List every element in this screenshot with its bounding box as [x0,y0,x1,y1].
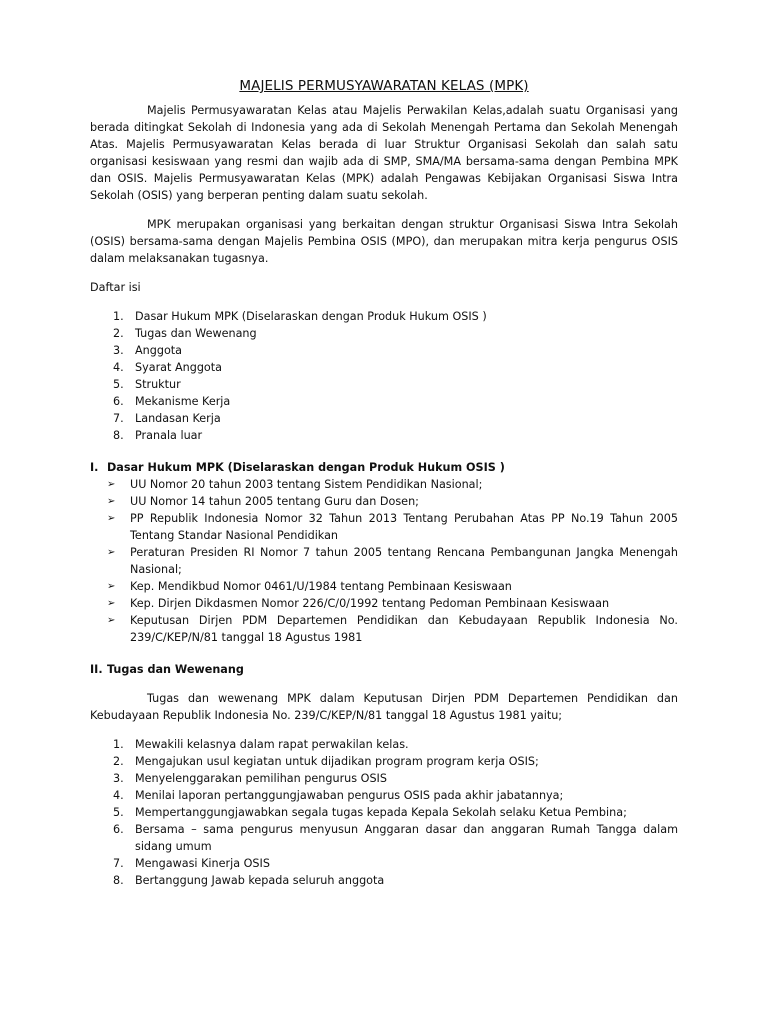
toc-label: Daftar isi [90,281,141,294]
list-item-number: 4. [113,789,124,802]
toc-item [90,410,678,427]
list-item [90,753,678,770]
toc-item-number: 8. [113,429,124,442]
arrow-bullet-icon: ➢ [107,598,116,609]
arrow-bullet-icon: ➢ [107,496,116,507]
list-item-text: Mengawasi Kinerja OSIS [135,857,270,870]
list-item-text: Bertanggung Jawab kepada seluruh anggota [135,874,385,887]
section-2-number: II. [90,663,103,676]
toc-item-text: Struktur [135,378,181,391]
toc-item-text: Tugas dan Wewenang [135,327,257,340]
toc-item-number: 4. [113,361,124,374]
list-item-number: 6. [113,823,124,836]
toc-list [90,308,678,444]
list-item-text: UU Nomor 14 tahun 2005 tentang Guru dan Dosen; [130,495,419,508]
section-2-heading [90,661,678,678]
toc-item-text: Pranala luar [135,429,203,442]
list-item-text: Mewakili kelasnya dalam rapat perwakilan kelas. [135,738,409,751]
list-item [90,612,678,646]
list-item [90,804,678,821]
list-item-text: Kep. Dirjen Dikdasmen Nomor 226/C/0/1992 tentang Pedoman Pembinaan Kesiswaan [130,597,610,610]
list-item [90,736,678,753]
list-item-text: Kep. Mendikbud Nomor 0461/U/1984 tentang Pembinaan Kesiswaan [130,580,512,593]
list-item [90,578,678,595]
arrow-bullet-icon: ➢ [107,513,116,524]
list-item-text: Menyelenggarakan pemilihan pengurus OSIS [135,772,387,785]
list-item [90,787,678,804]
arrow-bullet-icon: ➢ [107,547,116,558]
legal-basis-list [90,476,678,646]
section-1-heading [90,459,678,476]
list-item [90,544,678,578]
list-item-text: Mempertanggungjawabkan segala tugas kepada Kepala Sekolah selaku Ketua Pembina; [135,806,627,819]
arrow-bullet-icon: ➢ [107,581,116,592]
toc-item [90,308,678,325]
toc-item-number: 6. [113,395,124,408]
toc-item-text: Dasar Hukum MPK (Diselaraskan dengan Produk Hukum OSIS ) [135,310,487,323]
list-item-text: Bersama – sama pengurus menyusun Anggaran dasar dan anggaran Rumah Tangga dalam sidang umum [135,823,678,853]
list-item-text: PP Republik Indonesia Nomor 32 Tahun 2013 Tentang Perubahan Atas PP No.19 Tahun 2005 Tentang Standar Nasional Pendidikan [130,512,678,542]
list-item-number: 7. [113,857,124,870]
toc-item-text: Anggota [135,344,183,357]
list-item-text: Keputusan Dirjen PDM Departemen Pendidikan dan Kebudayaan Republik Indonesia No. 239/C/KEP/N/81 tanggal 18 Agustus 1981 [130,614,678,644]
list-item [90,595,678,612]
toc-item [90,342,678,359]
toc-item [90,325,678,342]
toc-item-text: Mekanisme Kerja [135,395,231,408]
toc-item [90,359,678,376]
list-item [90,821,678,855]
list-item-number: 5. [113,806,124,819]
section-2-intro: Tugas dan wewenang MPK dalam Keputusan Dirjen PDM Departemen Pendidikan dan Kebudayaan Republik Indonesia No. 239/C/KEP/N/81 tanggal 18 Agustus 1981 yaitu; [90,692,678,722]
toc-item-number: 5. [113,378,124,391]
document-title: MAJELIS PERMUSYAWARATAN KELAS (MPK) [239,78,529,94]
list-item-text: Peraturan Presiden RI Nomor 7 tahun 2005 tentang Rencana Pembangunan Jangka Menengah Nasional; [130,546,678,576]
arrow-bullet-icon: ➢ [107,479,116,490]
list-item-text: Menilai laporan pertanggungjawaban pengurus OSIS pada akhir jabatannya; [135,789,564,802]
list-item [90,493,678,510]
list-item [90,855,678,872]
list-item [90,510,678,544]
section-1-heading-text: Dasar Hukum MPK (Diselaraskan dengan Produk Hukum OSIS ) [107,461,505,474]
list-item-text: Mengajukan usul kegiatan untuk dijadikan program program kerja OSIS; [135,755,539,768]
toc-item-text: Syarat Anggota [135,361,223,374]
section-2-heading-text: Tugas dan Wewenang [107,663,244,676]
toc-item [90,393,678,410]
toc-item [90,427,678,444]
list-item-number: 8. [113,874,124,887]
section-1-number: I. [90,461,99,474]
list-item [90,476,678,493]
arrow-bullet-icon: ➢ [107,615,116,626]
list-item-text: UU Nomor 20 tahun 2003 tentang Sistem Pendidikan Nasional; [130,478,483,491]
toc-item-number: 2. [113,327,124,340]
list-item-number: 1. [113,738,124,751]
toc-item [90,376,678,393]
intro-paragraph-1: Majelis Permusyawaratan Kelas atau Majelis Perwakilan Kelas,adalah suatu Organisasi yang berada ditingkat Sekolah di Indonesia yang ada di Sekolah Menengah Pertama dan Sekolah Menengah Atas. Majelis Permusyawaratan Kelas berada di luar Struktur Organisasi Sekolah dan salah satu organisasi kesiswaan yang resmi dan wajib ada di SMP, SMA/MA bersama-sama dengan Pembina MPK dan OSIS. Majelis Permusyawaratan Kelas (MPK) adalah Pengawas Kebijakan Organisasi Siswa Intra Sekolah (OSIS) yang berperan penting dalam suatu sekolah. [90,104,678,202]
list-item [90,872,678,889]
toc-item-number: 7. [113,412,124,425]
list-item [90,770,678,787]
document-page [90,76,678,889]
list-item-number: 3. [113,772,124,785]
intro-paragraph-2: MPK merupakan organisasi yang berkaitan dengan struktur Organisasi Siswa Intra Sekolah (OSIS) bersama-sama dengan Majelis Pembina OSIS (MPO), dan merupakan mitra kerja pengurus OSIS dalam melaksanakan tugasnya. [90,218,678,265]
toc-item-text: Landasan Kerja [135,412,221,425]
toc-item-number: 1. [113,310,124,323]
toc-item-number: 3. [113,344,124,357]
duties-list [90,736,678,889]
list-item-number: 2. [113,755,124,768]
